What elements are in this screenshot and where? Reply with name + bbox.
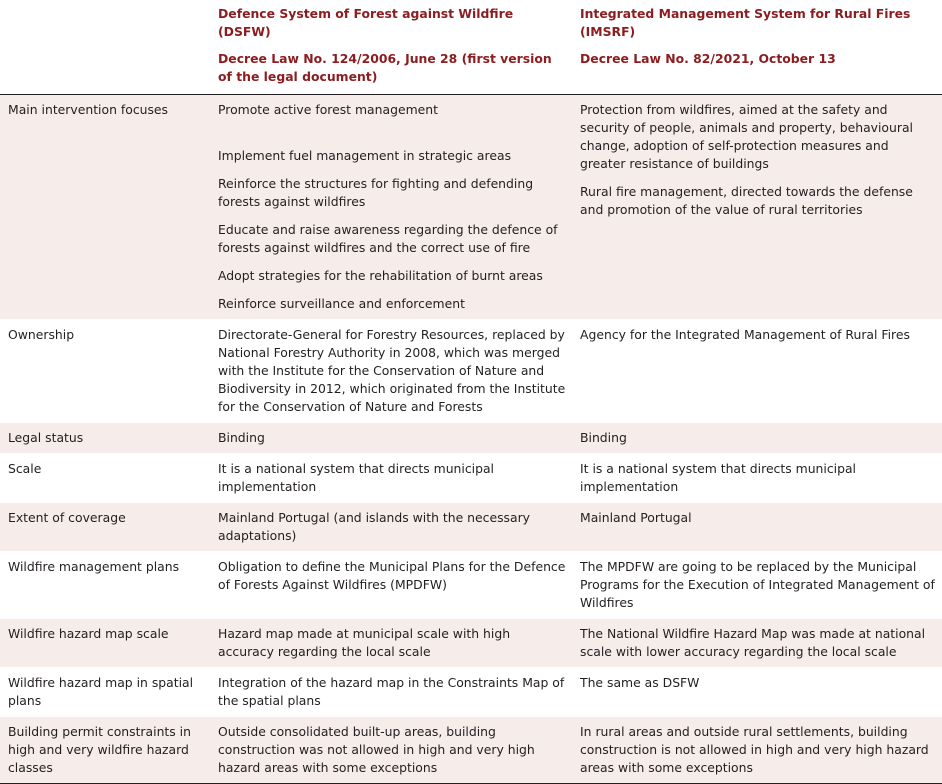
row-label: Wildfire hazard map scale: [0, 619, 210, 668]
row-label: Wildfire hazard map in spatial plans: [0, 668, 210, 717]
table-row: [0, 619, 942, 668]
dsfw-focus-item: Adopt strategies for the rehabilitation of burnt areas: [218, 268, 543, 283]
dsfw-cell: Outside consolidated built-up areas, building construction was not allowed in high and very high hazard areas with some exceptions: [210, 717, 572, 784]
table-row: [0, 454, 942, 503]
imsrf-cell: The National Wildfire Hazard Map was made at national scale with lower accuracy regarding the local scale: [572, 619, 942, 668]
header-dsfw-decree: Decree Law No. 124/2006, June 28 (first version of the legal document): [218, 51, 552, 84]
header-dsfw-title: Defence System of Forest against Wildfire (DSFW): [218, 6, 514, 39]
header-dsfw: [210, 0, 572, 95]
imsrf-focus-item: Protection from wildfires, aimed at the safety and security of people, animals and property, behavioural change, adoption of self-protection measures and greater resistance of buildings: [580, 102, 913, 171]
table-row: [0, 320, 942, 423]
dsfw-cell: Directorate-General for Forestry Resources, replaced by National Forestry Authority in 2008, which was merged with the Institute for the Conservation of Nature and Biodiversity in 2012, which originated from the Institute for the Conservation of Nature and Forests: [210, 320, 572, 423]
imsrf-cell: In rural areas and outside rural settlements, building construction is not allowed in high and very high hazard areas with some exceptions: [572, 717, 942, 784]
row-label: Main intervention focuses: [0, 95, 210, 320]
dsfw-focus-item: Promote active forest management: [218, 102, 438, 117]
table-body: [0, 95, 942, 784]
header-empty-cell: [0, 0, 210, 95]
dsfw-focus-item: Educate and raise awareness regarding the defence of forests against wildfires and the correct use of fire: [218, 222, 558, 255]
dsfw-cell: Integration of the hazard map in the Constraints Map of the spatial plans: [210, 668, 572, 717]
table-header: [0, 0, 942, 95]
imsrf-cell: Agency for the Integrated Management of Rural Fires: [572, 320, 942, 423]
dsfw-focus-item: Reinforce surveillance and enforcement: [218, 296, 465, 311]
header-imsrf-decree: Decree Law No. 82/2021, October 13: [580, 51, 836, 66]
dsfw-cell: It is a national system that directs municipal implementation: [210, 454, 572, 503]
imsrf-focus-item: Rural fire management, directed towards the defense and promotion of the value of rural territories: [580, 184, 913, 217]
row-label: Scale: [0, 454, 210, 503]
table-row: [0, 95, 942, 320]
dsfw-focus-item: Reinforce the structures for fighting and defending forests against wildfires: [218, 176, 534, 209]
imsrf-cell: Mainland Portugal: [572, 503, 942, 552]
table-row: [0, 423, 942, 454]
header-imsrf: [572, 0, 942, 95]
row-label: Wildfire management plans: [0, 552, 210, 619]
dsfw-cell: Obligation to define the Municipal Plans for the Defence of Forests Against Wildfires (MPDFW): [210, 552, 572, 619]
imsrf-cell: Binding: [572, 423, 942, 454]
header-row: [0, 0, 942, 95]
table-row: [0, 552, 942, 619]
table-row: [0, 668, 942, 717]
dsfw-cell: Mainland Portugal (and islands with the necessary adaptations): [210, 503, 572, 552]
dsfw-focus-item: Implement fuel management in strategic areas: [218, 148, 512, 163]
dsfw-cell: Binding: [210, 423, 572, 454]
dsfw-focus-cell: [210, 95, 572, 320]
row-label: Building permit constraints in high and very wildfire hazard classes: [0, 717, 210, 784]
row-label: Ownership: [0, 320, 210, 423]
row-label: Legal status: [0, 423, 210, 454]
imsrf-cell: The MPDFW are going to be replaced by the Municipal Programs for the Execution of Integrated Management of Wildfires: [572, 552, 942, 619]
header-imsrf-title: Integrated Management System for Rural Fires (IMSRF): [580, 6, 911, 39]
imsrf-cell: It is a national system that directs municipal implementation: [572, 454, 942, 503]
imsrf-cell: The same as DSFW: [572, 668, 942, 717]
table-row: [0, 717, 942, 784]
imsrf-focus-cell: [572, 95, 942, 320]
table-row: [0, 503, 942, 552]
dsfw-cell: Hazard map made at municipal scale with high accuracy regarding the local scale: [210, 619, 572, 668]
row-label: Extent of coverage: [0, 503, 210, 552]
